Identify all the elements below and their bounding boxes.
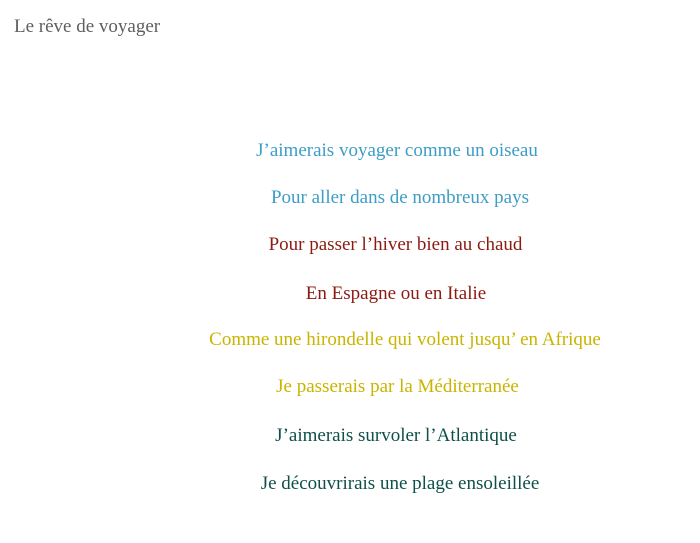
poem-line: Comme une hirondelle qui volent jusqu’ en Afrique (209, 329, 601, 350)
poem-line: Pour passer l’hiver bien au chaud (268, 234, 523, 255)
poem-line: J’aimerais survoler l’Atlantique (275, 425, 517, 446)
poem-line: J’aimerais voyager comme un oiseau (256, 140, 538, 161)
poem-line: Je passerais par la Méditerranée (276, 376, 519, 397)
poem-line: Pour aller dans de nombreux pays (270, 187, 530, 208)
poem-line: Je découvrirais une plage ensoleillée (260, 473, 540, 494)
document-title: Le rêve de voyager (14, 16, 161, 37)
poem-line: En Espagne ou en Italie (305, 283, 487, 304)
